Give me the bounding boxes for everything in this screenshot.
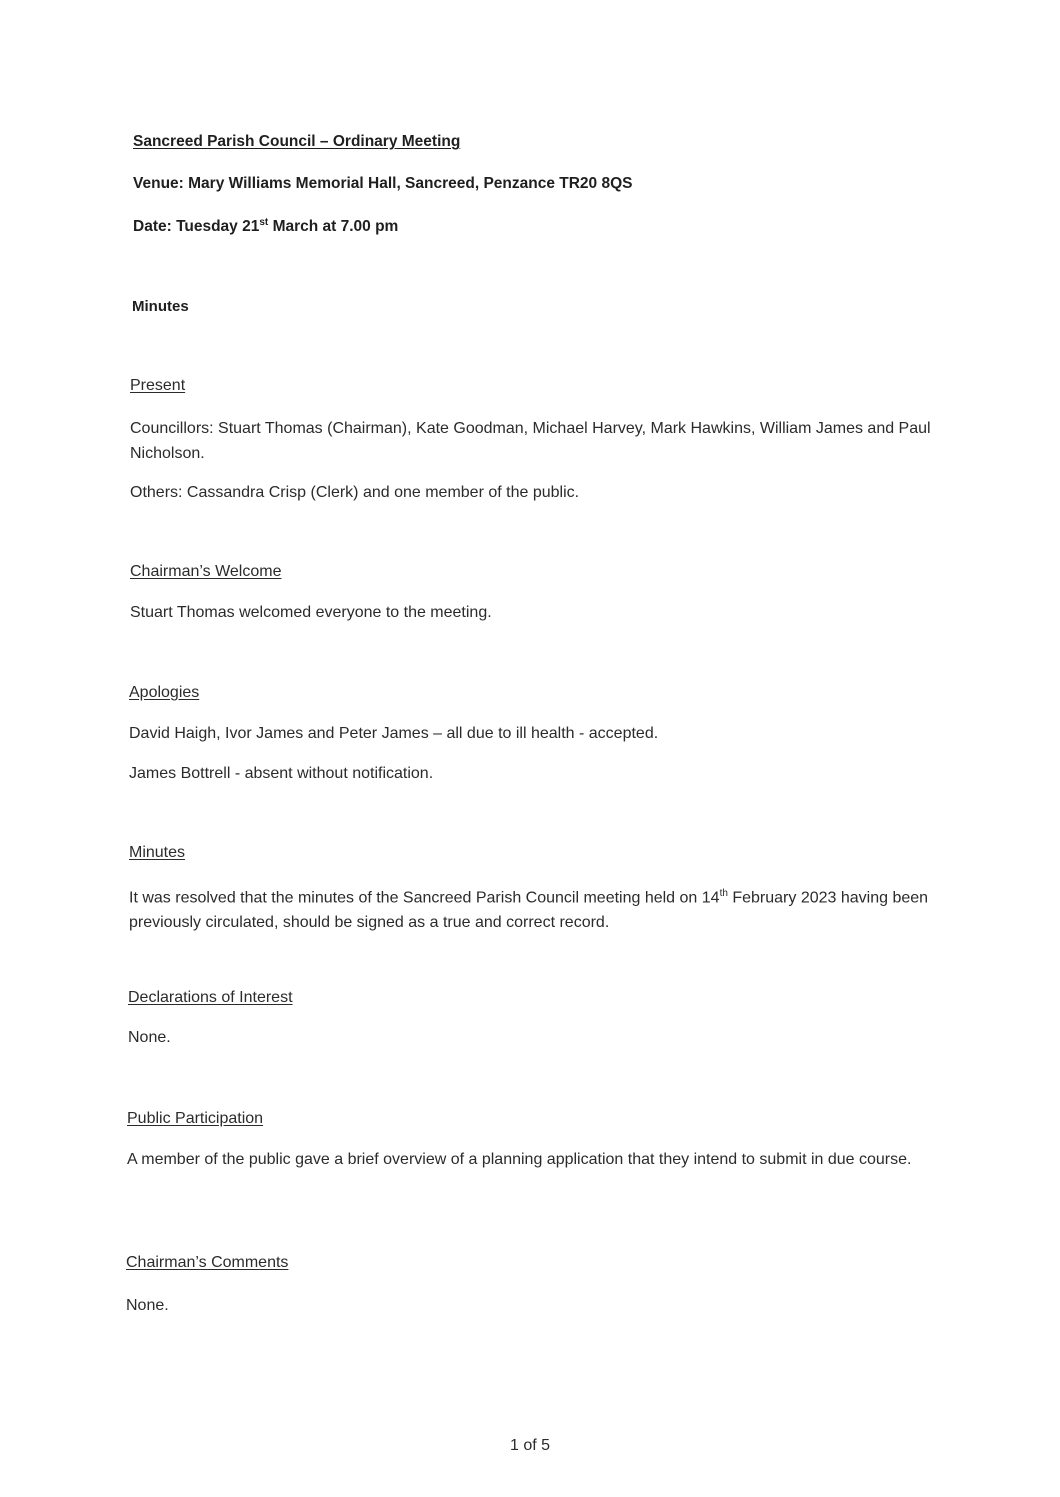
minutes-text <box>129 881 944 935</box>
participation-heading: Public Participation <box>127 1110 264 1127</box>
comments-heading: Chairman’s Comments <box>126 1254 289 1271</box>
date-prefix: Date: Tuesday 21 <box>133 218 260 236</box>
apologies-line-1: David Haigh, Ivor James and Peter James – all due to ill health - accepted. <box>129 725 659 742</box>
date-suffix: March at 7.00 pm <box>268 218 399 236</box>
minutes-text-start: It was resolved that the minutes of the Sancreed Parish Council meeting held on 14 <box>129 889 720 907</box>
meeting-venue: Venue: Mary Williams Memorial Hall, Sancreed, Penzance TR20 8QS <box>133 175 633 192</box>
declarations-heading: Declarations of Interest <box>128 989 293 1006</box>
page-number: 1 of 5 <box>509 1437 551 1454</box>
comments-text: None. <box>126 1297 169 1314</box>
present-heading: Present <box>130 377 186 394</box>
meeting-date <box>133 211 943 239</box>
apologies-heading: Apologies <box>129 684 200 701</box>
welcome-heading: Chairman’s Welcome <box>130 563 282 580</box>
date-ordinal: st <box>259 217 269 228</box>
declarations-text: None. <box>128 1029 171 1046</box>
apologies-line-2: James Bottrell - absent without notification. <box>129 765 434 782</box>
participation-text: A member of the public gave a brief overview of a planning application that they intend to submit in due course. <box>127 1151 912 1168</box>
welcome-text: Stuart Thomas welcomed everyone to the meeting. <box>130 604 492 621</box>
present-councillors: Councillors: Stuart Thomas (Chairman), Kate Goodman, Michael Harvey, Mark Hawkins, William James and Paul Nicholson. <box>130 420 931 462</box>
document-title: Sancreed Parish Council – Ordinary Meeting <box>133 133 461 150</box>
minutes-heading: Minutes <box>129 844 186 861</box>
minutes-label: Minutes <box>132 298 189 315</box>
present-others: Others: Cassandra Crisp (Clerk) and one member of the public. <box>130 484 580 501</box>
minutes-date-ordinal: th <box>719 888 728 899</box>
minutes-text-end: February 2023 having been previously circulated, should be signed as a true and correct record. <box>129 889 929 932</box>
